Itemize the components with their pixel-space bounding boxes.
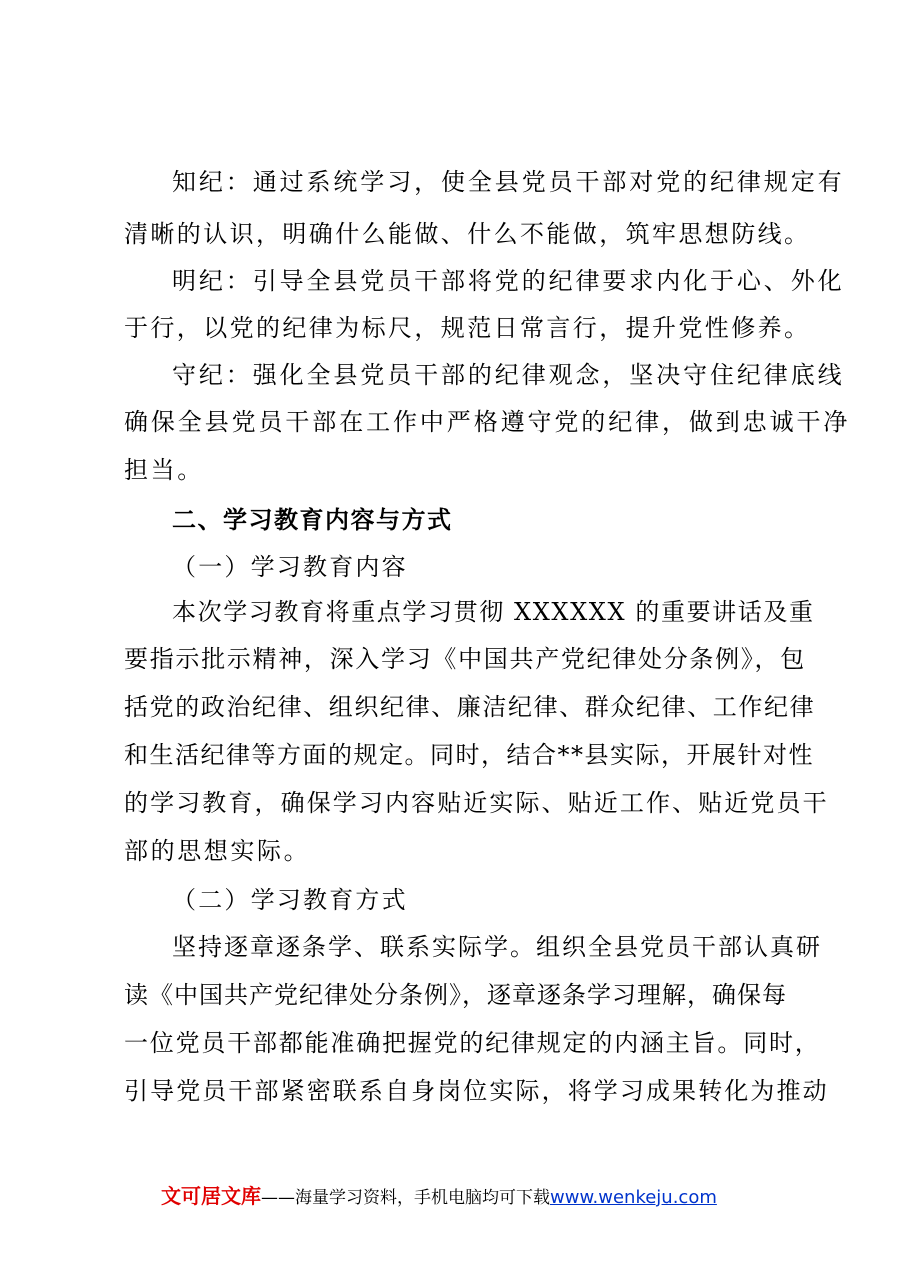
- paragraph-line: 一位党员干部都能准确把握党的纪律规定的内涵主旨。同时，: [124, 1029, 821, 1057]
- paragraph-line: 要指示批示精神，深入学习《中国共产党纪律处分条例》，包: [124, 645, 806, 673]
- paragraph-line: 引导党员干部紧密联系自身岗位实际，将学习成果转化为推动: [124, 1077, 829, 1105]
- paragraph-line: 部的思想实际。: [124, 837, 311, 865]
- paragraph-line: 坚持逐章逐条学、联系实际学。组织全县党员干部认真研: [172, 933, 822, 961]
- paragraph-line: 和生活纪律等方面的规定。同时，结合**县实际，开展针对性: [124, 741, 814, 769]
- paragraph-line: 担当。: [124, 456, 204, 484]
- footer-brand: 文可居文库: [161, 1184, 261, 1208]
- paragraph-line: 本次学习教育将重点学习贯彻 XXXXXX 的重要讲话及重: [172, 598, 815, 626]
- footer-description: 海量学习资料，手机电脑均可下载: [295, 1188, 550, 1208]
- section-heading: 二、学习教育内容与方式: [172, 506, 453, 534]
- paragraph-line: 括党的政治纪律、组织纪律、廉洁纪律、群众纪律、工作纪律: [124, 693, 816, 721]
- paragraph-line: 确保全县党员干部在工作中严格遵守党的纪律，做到忠诚干净: [124, 408, 851, 436]
- paragraph-line: 守纪：强化全县党员干部的纪律观念，坚决守住纪律底线: [172, 361, 845, 389]
- subsection-heading: （二）学习教育方式: [172, 886, 408, 914]
- footer-banner: [161, 1183, 717, 1211]
- paragraph-line: 读《中国共产党纪律处分条例》，逐章逐条学习理解，确保每: [124, 981, 787, 1009]
- paragraph-line: 知纪：通过系统学习，使全县党员干部对党的纪律规定有: [172, 168, 845, 196]
- footer-link[interactable]: www.wenkeju.com: [550, 1187, 717, 1208]
- footer-dash: ——: [261, 1188, 295, 1208]
- subsection-heading: （一）学习教育内容: [172, 553, 408, 581]
- paragraph-line: 于行，以党的纪律为标尺，规范日常言行，提升党性修养。: [124, 314, 811, 342]
- paragraph-line: 的学习教育，确保学习内容贴近实际、贴近工作、贴近党员干: [124, 789, 829, 817]
- paragraph-line: 清晰的认识，明确什么能做、什么不能做，筑牢思想防线。: [124, 220, 811, 248]
- paragraph-line: 明纪：引导全县党员干部将党的纪律要求内化于心、外化: [172, 267, 845, 295]
